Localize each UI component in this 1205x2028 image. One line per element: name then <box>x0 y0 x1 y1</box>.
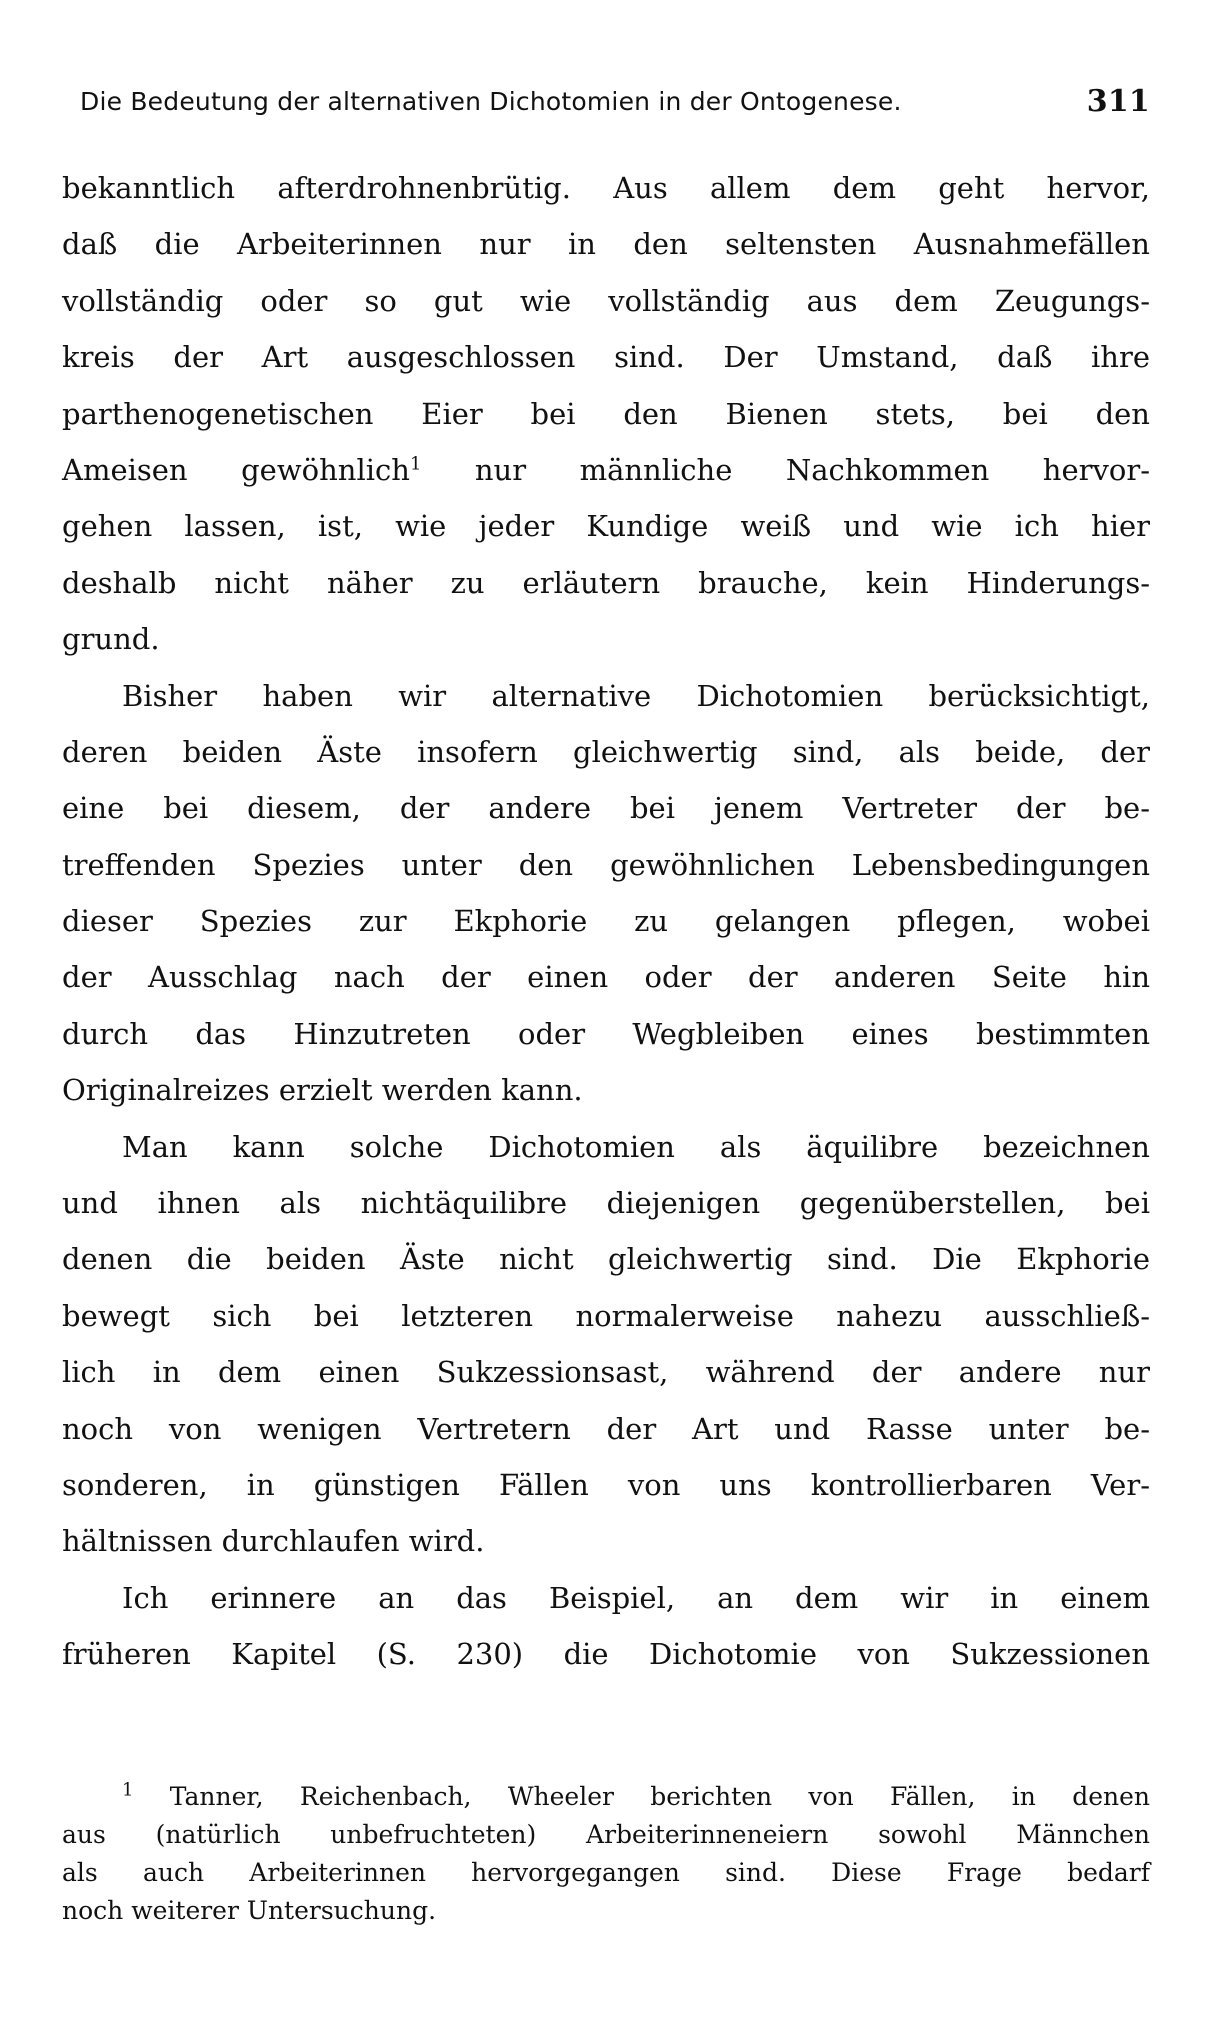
text-line: lich in dem einen Sukzessionsast, während der andere nur <box>62 1355 1150 1390</box>
footnote <box>62 1778 1150 1930</box>
footnote-marker: 1 <box>122 1779 134 1801</box>
text-line: bewegt sich bei letzteren normalerweise nahezu ausschließ- <box>62 1298 1150 1333</box>
footnote-line: noch weiterer Untersuchung. <box>62 1896 437 1925</box>
text-line: grund. <box>62 622 160 657</box>
text-line: Man kann solche Dichotomien als äquilibre bezeichnen <box>122 1129 1150 1164</box>
text-line: und ihnen als nichtäquilibre diejenigen gegenüberstellen, bei <box>62 1186 1150 1221</box>
footnote-reference[interactable]: 1 <box>409 453 422 475</box>
text-line: bekanntlich afterdrohnenbrütig. Aus allem dem geht hervor, <box>62 171 1150 205</box>
text-line: parthenogenetischen Eier bei den Bienen stets, bei den <box>62 396 1150 431</box>
text-line: früheren Kapitel (S. 230) die Dichotomie von Sukzessionen <box>62 1637 1150 1672</box>
text-line: Originalreizes erzielt werden kann. <box>62 1073 583 1108</box>
text-line: vollständig oder so gut wie vollständig aus dem Zeugungs- <box>62 283 1150 318</box>
text-line: Ich erinnere an das Beispiel, an dem wir in einem <box>122 1580 1150 1615</box>
text-line: hältnissen durchlaufen wird. <box>62 1524 485 1559</box>
running-head <box>80 82 1150 122</box>
footnote-line <box>62 1778 1150 1816</box>
footnote-text: Tanner, Reichenbach, Wheeler berichten von Fällen, in denen <box>133 1782 1150 1811</box>
text-line: Bisher haben wir alternative Dichotomien berücksichtigt, <box>122 678 1150 713</box>
text-line: durch das Hinzutreten oder Wegbleiben eines bestimmten <box>62 1016 1150 1051</box>
text-line: dieser Spezies zur Ekphorie zu gelangen pflegen, wobei <box>62 904 1150 939</box>
text-line: der Ausschlag nach der einen oder der anderen Seite hin <box>62 960 1150 995</box>
footnote-line: als auch Arbeiterinnen hervorgegangen sind. Diese Frage bedarf <box>62 1858 1150 1887</box>
text-line: denen die beiden Äste nicht gleichwertig sind. Die Ekphorie <box>62 1242 1150 1277</box>
text-line: deshalb nicht näher zu erläutern brauche, kein Hinderungs- <box>62 565 1150 600</box>
text-line-with-footnote-ref <box>62 442 1150 498</box>
text-line: kreis der Art ausgeschlossen sind. Der Umstand, daß ihre <box>62 340 1150 375</box>
body-text <box>62 160 1150 1683</box>
text-fragment: Ameisen gewöhnlich <box>62 452 410 487</box>
text-fragment: nur männliche Nachkommen hervor- <box>421 452 1151 487</box>
text-line: noch von wenigen Vertretern der Art und Rasse unter be- <box>62 1411 1150 1446</box>
text-line: eine bei diesem, der andere bei jenem Vertreter der be- <box>62 791 1150 826</box>
running-title: Die Bedeutung der alternativen Dichotomien in der Ontogenese. <box>80 87 902 116</box>
text-line: daß die Arbeiterinnen nur in den seltensten Ausnahmefällen <box>62 227 1150 262</box>
text-line: sonderen, in günstigen Fällen von uns kontrollierbaren Ver- <box>62 1467 1150 1502</box>
footnote-line: aus (natürlich unbefruchteten) Arbeiterinneneiern sowohl Männchen <box>62 1820 1150 1849</box>
text-line: treffenden Spezies unter den gewöhnlichen Lebensbedingungen <box>62 847 1150 882</box>
page-number: 311 <box>1086 84 1150 119</box>
text-line: deren beiden Äste insofern gleichwertig sind, als beide, der <box>62 734 1150 769</box>
text-line: gehen lassen, ist, wie jeder Kundige weiß und wie ich hier <box>62 509 1150 544</box>
